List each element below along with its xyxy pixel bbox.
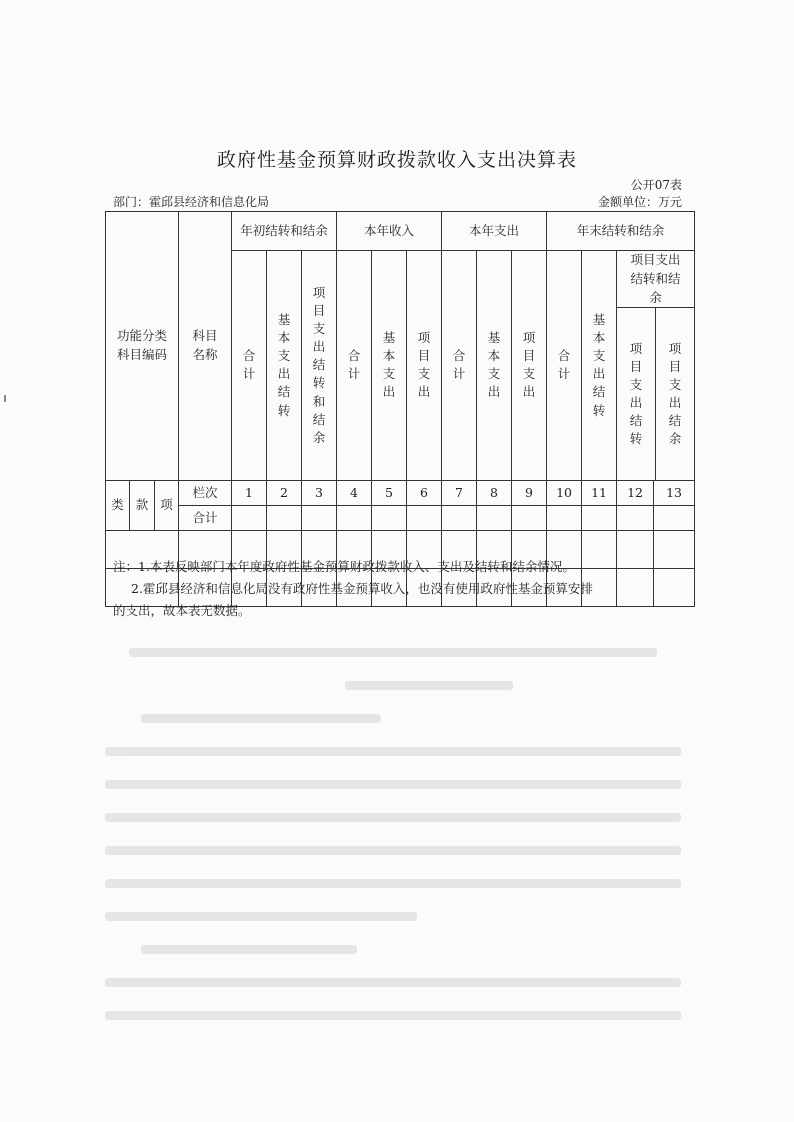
header-income: 本年收入 [337, 212, 442, 251]
column-number: 12 [617, 481, 654, 506]
header-expense-project: 项目支出 [512, 251, 547, 481]
header-begin-project: 项目支出结转和结余 [302, 251, 337, 481]
table-cell [337, 506, 372, 531]
column-number: 8 [477, 481, 512, 506]
bleed-through-shadow [105, 648, 705, 1028]
column-number: 3 [302, 481, 337, 506]
table-cell [654, 506, 695, 531]
table-cell [232, 506, 267, 531]
xiang-cell: 项 [155, 481, 179, 531]
table-cell [442, 506, 477, 531]
note-line-1: 注：1.本表反映部门本年度政府性基金预算财政拨款收入、支出及结转和结余情况。 [113, 559, 575, 574]
column-number: 4 [337, 481, 372, 506]
header-end-project-group: 项目支出结转和结余 [617, 251, 694, 308]
column-number: 13 [654, 481, 695, 506]
header-row-1 [106, 212, 695, 251]
header-end-balance: 年末结转和结余 [547, 212, 695, 251]
table-cell [407, 506, 442, 531]
header-income-project: 项目支出 [407, 251, 442, 481]
header-subject-name: 科目名称 [179, 212, 232, 481]
header-end-basic: 基本支出结转 [582, 251, 617, 481]
header-begin-total: 合计 [232, 251, 267, 481]
column-number: 11 [582, 481, 617, 506]
column-number: 9 [512, 481, 547, 506]
table-cell [267, 506, 302, 531]
table-cell [512, 506, 547, 531]
total-row [106, 506, 695, 531]
header-expense-total: 合计 [442, 251, 477, 481]
form-number: 公开07表 [630, 178, 682, 192]
header-begin-basic: 基本支出结转 [267, 251, 302, 481]
header-expense: 本年支出 [442, 212, 547, 251]
notes [113, 556, 693, 622]
header-income-total: 合计 [337, 251, 372, 481]
amount-unit-label: 金额单位：万元 [597, 195, 682, 209]
header-income-basic: 基本支出 [372, 251, 407, 481]
table-cell [372, 506, 407, 531]
note-line-2: 2.霍邱县经济和信息化局没有政府性基金预算收入，也没有使用政府性基金预算安排 [131, 581, 593, 596]
header-end-total: 合计 [547, 251, 582, 481]
table-cell [477, 506, 512, 531]
header-end-project-carry: 项目支出结转 [617, 308, 656, 481]
header-end-project [617, 251, 695, 481]
column-label-cell: 栏次 [179, 481, 232, 506]
header-begin-balance: 年初结转和结余 [232, 212, 337, 251]
document-title: 政府性基金预算财政拨款收入支出决算表 [216, 149, 577, 171]
table-cell [617, 506, 654, 531]
note-line-3: 的支出，故本表无数据。 [113, 603, 251, 618]
total-label-cell: 合计 [179, 506, 232, 531]
budget-table [105, 211, 695, 607]
table-cell [582, 506, 617, 531]
header-expense-basic: 基本支出 [477, 251, 512, 481]
kuan-cell: 款 [130, 481, 155, 531]
department-label: 部门：霍邱县经济和信息化局 [113, 195, 270, 209]
lei-cell: 类 [106, 481, 130, 531]
column-number: 7 [442, 481, 477, 506]
column-number: 1 [232, 481, 267, 506]
scan-mark [4, 395, 6, 402]
column-number: 6 [407, 481, 442, 506]
column-number: 5 [372, 481, 407, 506]
column-number-row [106, 481, 695, 506]
header-func-code: 功能分类科目编码 [106, 212, 179, 481]
table-cell [547, 506, 582, 531]
column-number: 10 [547, 481, 582, 506]
header-end-project-surplus: 项目支出结余 [668, 340, 682, 447]
column-number: 2 [267, 481, 302, 506]
table-cell [302, 506, 337, 531]
